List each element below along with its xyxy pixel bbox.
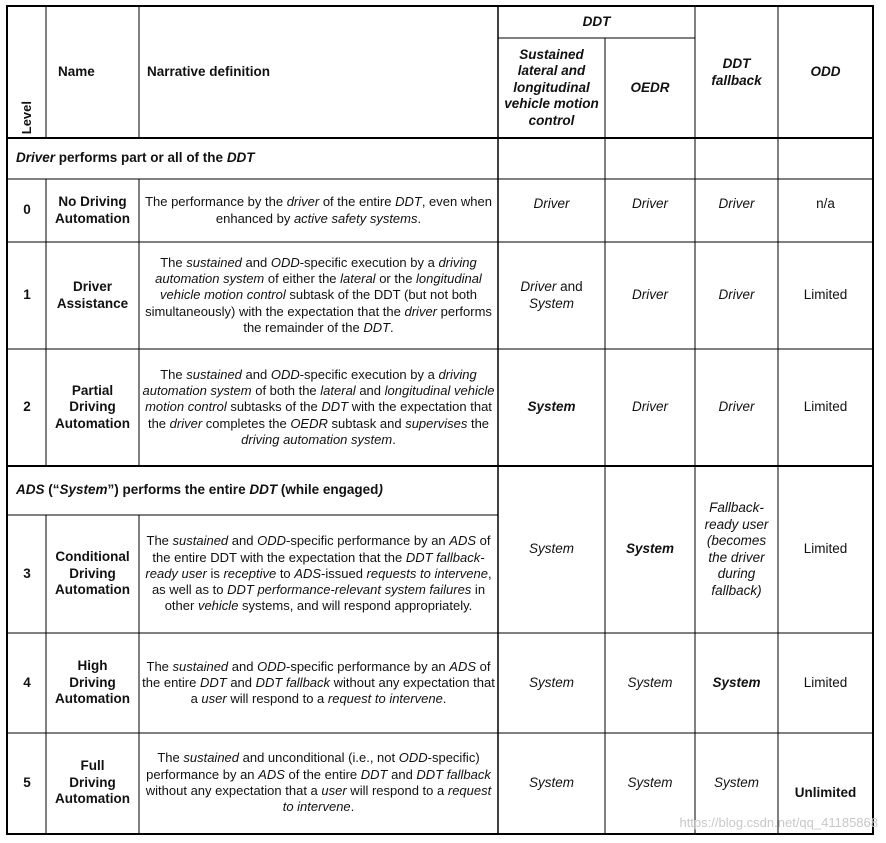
name-line: Driver (72, 279, 113, 294)
level-3: 3 (23, 565, 31, 581)
sustained-text: System (528, 295, 574, 311)
sustained-header-line: lateral and (517, 63, 586, 79)
name-level-5 (46, 733, 139, 833)
level-0: 0 (23, 202, 31, 218)
name-line: Assistance (56, 295, 129, 311)
level-2: 2 (23, 399, 31, 415)
fallback-level-3 (695, 466, 778, 633)
odd-level-4: Limited (803, 674, 848, 690)
definition-level-4: The sustained and ODD-specific performance by an ADS of the entire DDT and DDT fallback without any expectation that a user will respond to a request to intervene. (142, 658, 495, 707)
name-line: Automation (55, 415, 130, 431)
fallback-line: (becomes (706, 533, 767, 548)
level-5: 5 (23, 774, 31, 790)
section-driver-performs (8, 138, 498, 179)
level-header-text: Level (18, 100, 34, 134)
fallback-level-4: System (712, 674, 761, 690)
odd-level-1: Limited (803, 287, 848, 303)
odd-level-0: n/a (816, 195, 835, 211)
oedr-level-1: Driver (632, 287, 668, 303)
name-line: No Driving (58, 194, 127, 209)
name-level-4 (46, 633, 139, 733)
name-level-1 (46, 242, 139, 349)
sustained-text: and (556, 279, 583, 294)
oedr-level-4: System (627, 674, 673, 690)
name-line: Driving (69, 399, 116, 415)
oedr-level-5: System (627, 774, 673, 790)
ddt-header: DDT (582, 14, 611, 30)
sustained-header-line: Sustained (519, 46, 584, 62)
sustained-level-4: System (528, 674, 574, 690)
fallback-header-line: fallback (711, 72, 762, 88)
fallback-level-0: Driver (718, 195, 755, 211)
fallback-header-line: DDT (722, 56, 751, 71)
fallback-line: the driver (708, 549, 765, 565)
sustained-text: Driver (520, 279, 557, 294)
definition-level-0: The performance by the driver of the entire DDT, even when enhanced by active safety systems. (145, 194, 492, 226)
odd-level-2: Limited (803, 399, 848, 415)
odd-level-3: Limited (803, 541, 848, 557)
level-4: 4 (23, 674, 31, 690)
sustained-control-header (498, 38, 605, 138)
sustained-level-1 (498, 242, 605, 349)
name-line: Driving (69, 674, 116, 690)
fallback-level-1: Driver (718, 287, 755, 303)
name-line: Automation (55, 691, 130, 707)
odd-header: ODD (810, 64, 841, 80)
odd-level-5: Unlimited (794, 784, 857, 800)
level-header (8, 7, 46, 138)
fallback-line: ready user (704, 516, 769, 532)
automation-levels-table (6, 5, 874, 835)
definition-level-3: The sustained and ODD-specific performance by an ADS of the entire DDT with the expectation that the DDT fallback-ready user is receptive to ADS-issued requests to intervene, as well as to DDT performance-relevant system failures in other vehicle systems, and will respond appropriately. (145, 533, 492, 614)
name-line: Automation (55, 791, 130, 807)
level-1: 1 (23, 287, 31, 303)
name-line: Driving (69, 565, 116, 581)
sustained-level-3: System (528, 541, 574, 557)
section-text: performs part or all of the (55, 150, 227, 166)
fallback-level-2: Driver (718, 399, 755, 415)
sustained-level-0: Driver (533, 195, 570, 211)
oedr-level-3: System (625, 541, 675, 557)
section-text: Driver (16, 150, 56, 166)
oedr-level-0: Driver (632, 195, 668, 211)
fallback-line: fallback) (711, 582, 762, 598)
name-level-3 (46, 515, 139, 633)
section-text: DDT (226, 150, 255, 166)
fallback-level-5: System (713, 774, 759, 790)
name-header: Name (58, 64, 95, 80)
name-line: Conditional (55, 549, 130, 565)
oedr-header: OEDR (630, 79, 670, 95)
sustained-level-5: System (528, 774, 574, 790)
section-ads-performs: ADS (“System”) performs the entire DDT (while engaged) (16, 482, 383, 498)
definition-level-5: The sustained and unconditional (i.e., not ODD-specific) performance by an ADS of the entire DDT and DDT fallback without any expectation that a user will respond to a request to intervene. (145, 750, 492, 815)
name-line: Automation (55, 582, 130, 598)
oedr-level-2: Driver (632, 399, 668, 415)
name-line: Driving (69, 774, 116, 790)
sustained-header-line: vehicle motion (504, 96, 599, 112)
sustained-level-2: System (527, 399, 576, 415)
definition-level-2: The sustained and ODD-specific execution by a driving automation system of both the lateral and longitudinal vehicle motion control subtasks of the DDT with the expectation that the driver completes the OEDR subtask and supervises the driving automation system. (142, 366, 495, 447)
fallback-line: during (717, 566, 756, 581)
name-line: Partial (71, 382, 114, 398)
definition-header: Narrative definition (147, 64, 271, 80)
name-line: High (77, 658, 108, 674)
name-line: Automation (55, 210, 130, 226)
sustained-header-line: longitudinal (513, 79, 590, 95)
fallback-line: Fallback- (709, 500, 764, 515)
ddt-fallback-header (695, 7, 778, 138)
name-line: Full (80, 758, 105, 774)
name-level-2 (46, 349, 139, 466)
name-level-0 (46, 179, 139, 242)
watermark: https://blog.csdn.net/qq_41185868 (679, 815, 878, 830)
sustained-header-line: control (528, 112, 575, 128)
definition-level-1: The sustained and ODD-specific execution by a driving automation system of either the lateral or the longitudinal vehicle motion control subtask of the DDT (but not both simultaneously) with the expectation that the driver performs the remainder of the DDT. (145, 254, 492, 335)
